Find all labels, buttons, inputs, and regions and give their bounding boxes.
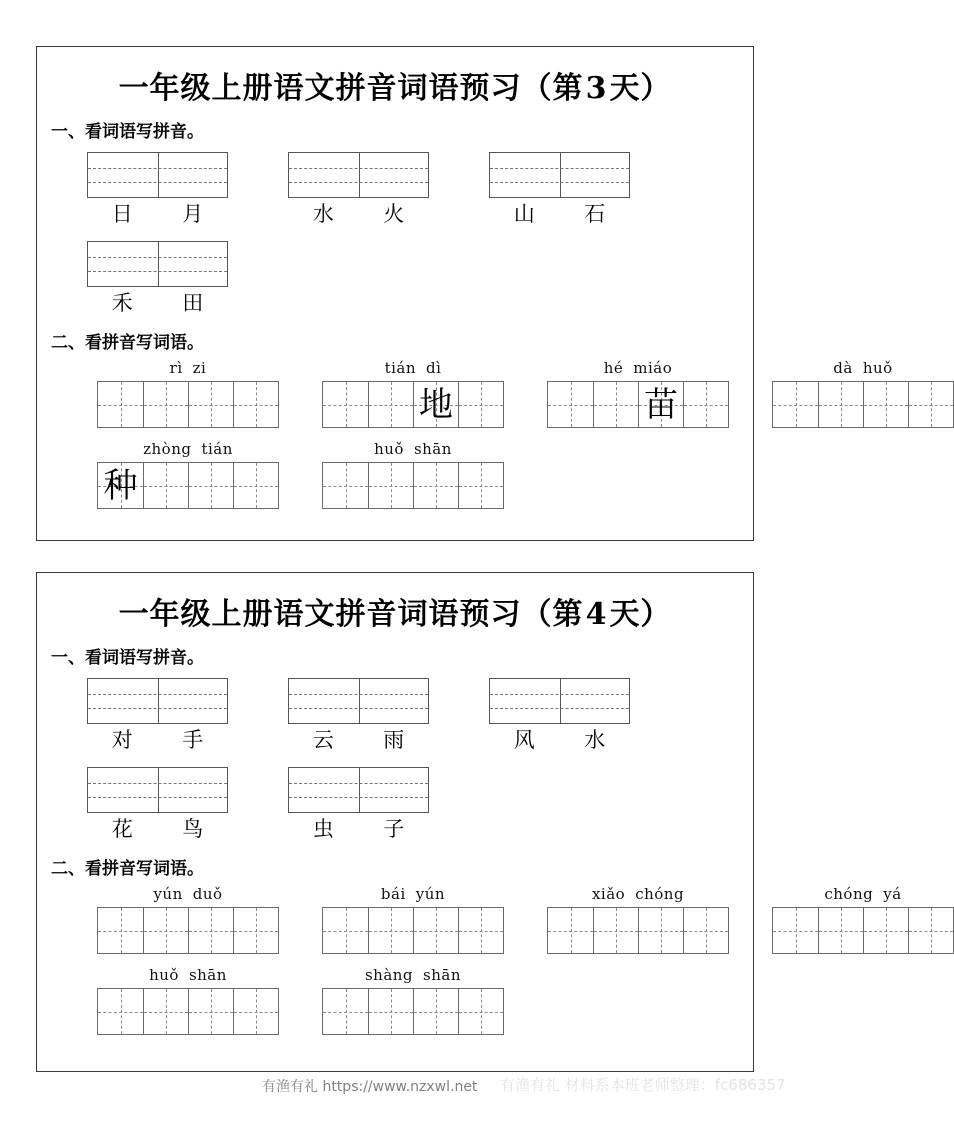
word-group: [87, 767, 228, 842]
word-group: [489, 678, 630, 753]
cell-hline: [459, 1012, 503, 1013]
word-characters: [87, 201, 228, 227]
word-char: 云: [312, 728, 334, 752]
pinyin-word-row: [97, 885, 902, 954]
grid-cell[interactable]: [818, 382, 863, 427]
title-suffix: 天）: [609, 597, 672, 632]
grid-cell[interactable]: [413, 463, 458, 508]
word-char: 火: [383, 202, 405, 226]
pinyin-word-group: [322, 440, 504, 509]
pinyin-syllable: shān: [188, 966, 227, 984]
pinyin-word-row: [97, 440, 753, 509]
pinyin-word-group: [97, 885, 279, 954]
grid-dash-line: [88, 182, 227, 183]
pinyin-syllable: duǒ: [192, 885, 223, 903]
grid-cell[interactable]: [233, 908, 278, 953]
cell-hline: [594, 405, 638, 406]
word-char: 日: [111, 202, 133, 226]
grid-cell[interactable]: [323, 382, 368, 427]
footer-source-text: 有渔有礼 https://www.nzxwl.net: [262, 1079, 478, 1095]
pinyin-syllable: tián: [384, 359, 417, 377]
pinyin-word-group: [547, 885, 729, 954]
cell-hline: [189, 486, 233, 487]
cell-hline: [414, 931, 458, 932]
grid-cell[interactable]: [683, 908, 728, 953]
word-group: [87, 152, 228, 227]
cell-hline: [323, 486, 368, 487]
grid-divider: [158, 153, 159, 197]
grid-dash-line: [88, 271, 227, 272]
word-row: [87, 767, 753, 842]
cell-hline: [684, 405, 728, 406]
grid-dash-line: [88, 257, 227, 258]
grid-dash-line: [289, 694, 428, 695]
grid-cell[interactable]: [818, 908, 863, 953]
title-day-number: 4: [585, 597, 608, 632]
word-characters: [87, 727, 228, 753]
grid-divider: [359, 768, 360, 812]
word-char: 水: [584, 728, 606, 752]
grid-cell[interactable]: [188, 908, 233, 953]
prefilled-character: 苗: [644, 384, 678, 425]
character-grid[interactable]: [97, 381, 279, 428]
cell-hline: [144, 405, 188, 406]
grid-divider: [158, 768, 159, 812]
prefilled-character: 种: [103, 465, 138, 506]
grid-dash-line: [88, 797, 227, 798]
grid-cell[interactable]: [863, 382, 908, 427]
grid-dash-line: [88, 694, 227, 695]
cell-hline: [819, 405, 863, 406]
character-grid[interactable]: [97, 462, 279, 509]
grid-cell[interactable]: [143, 989, 188, 1034]
cell-hline: [234, 486, 278, 487]
cell-hline: [144, 486, 188, 487]
pinyin-label: [599, 359, 678, 377]
character-grid[interactable]: [97, 988, 279, 1035]
grid-dash-line: [490, 182, 629, 183]
grid-dash-line: [289, 797, 428, 798]
grid-cell[interactable]: [143, 908, 188, 953]
pinyin-label: [148, 885, 227, 903]
pinyin-writing-grid[interactable]: [288, 678, 429, 724]
pinyin-syllable: rì: [169, 359, 183, 377]
word-char: 山: [513, 202, 535, 226]
worksheet-panel-day3: [36, 46, 893, 541]
word-characters: [288, 201, 429, 227]
grid-dash-line: [88, 168, 227, 169]
grid-cell[interactable]: [638, 908, 683, 953]
cell-hline: [459, 405, 503, 406]
word-group: [87, 678, 228, 753]
cell-hline: [234, 1012, 278, 1013]
pinyin-syllable: huǒ: [374, 440, 404, 458]
pinyin-label: [819, 885, 906, 903]
pinyin-word-row: [97, 359, 893, 428]
grid-cell[interactable]: [908, 382, 953, 427]
grid-divider: [158, 679, 159, 723]
page-title-day3: [37, 63, 753, 107]
pinyin-label: [138, 440, 238, 458]
page-footer: [0, 1074, 793, 1104]
grid-divider: [359, 153, 360, 197]
title-prefix: 一年级上册语文拼音词语预习（第: [118, 71, 584, 106]
pinyin-writing-grid[interactable]: [489, 152, 630, 198]
pinyin-writing-grid[interactable]: [87, 241, 228, 287]
pinyin-writing-grid[interactable]: [489, 678, 630, 724]
grid-cell[interactable]: [413, 908, 458, 953]
section-heading-1-day4: 一、看词语写拼音。: [51, 648, 204, 668]
word-char: 风: [513, 728, 535, 752]
cell-hline: [323, 1012, 368, 1013]
cell-hline: [773, 405, 818, 406]
pinyin-syllable: hé: [603, 359, 624, 377]
word-row: [87, 241, 753, 316]
pinyin-syllable: huǒ: [149, 966, 179, 984]
grid-cell[interactable]: [908, 908, 953, 953]
word-group: [288, 767, 429, 842]
cell-hline: [369, 405, 413, 406]
cell-hline: [189, 405, 233, 406]
grid-dash-line: [490, 708, 629, 709]
character-grid[interactable]: [547, 381, 729, 428]
grid-cell[interactable]: [863, 908, 908, 953]
word-characters: [288, 727, 429, 753]
pinyin-syllable: shàng: [364, 966, 414, 984]
footer-watermark: 有渔有礼 材料系本班老师整理：fc686357: [500, 1076, 786, 1094]
cell-hline: [144, 931, 188, 932]
cell-hline: [548, 405, 593, 406]
word-row: [87, 678, 753, 753]
grid-dash-line: [289, 783, 428, 784]
grid-cell[interactable]: [548, 382, 593, 427]
pinyin-word-group: [547, 359, 729, 428]
cell-hline: [144, 1012, 188, 1013]
grid-dash-line: [490, 168, 629, 169]
cell-hline: [864, 405, 908, 406]
grid-cell[interactable]: [188, 382, 233, 427]
section-heading-1-day3: 一、看词语写拼音。: [51, 122, 204, 142]
grid-cell[interactable]: [773, 382, 818, 427]
cell-hline: [98, 1012, 143, 1013]
cell-hline: [909, 931, 953, 932]
word-group: [288, 678, 429, 753]
pinyin-word-group: [772, 885, 954, 954]
grid-dash-line: [289, 168, 428, 169]
grid-cell[interactable]: [323, 908, 368, 953]
character-grid[interactable]: [322, 907, 504, 954]
grid-cell[interactable]: [413, 382, 458, 427]
grid-cell[interactable]: [98, 908, 143, 953]
pinyin-word-group: [322, 885, 504, 954]
character-grid[interactable]: [547, 907, 729, 954]
cell-hline: [323, 405, 368, 406]
title-prefix: 一年级上册语文拼音词语预习（第: [118, 597, 584, 632]
word-row: [87, 152, 753, 227]
pinyin-word-group: [772, 359, 954, 428]
pinyin-syllable: yún: [153, 885, 183, 903]
cell-hline: [639, 931, 683, 932]
word-characters: [489, 201, 630, 227]
cell-hline: [414, 486, 458, 487]
grid-cell[interactable]: [368, 908, 413, 953]
word-char: 水: [312, 202, 334, 226]
pinyin-label: [360, 966, 466, 984]
pinyin-syllable: huǒ: [862, 359, 893, 377]
pinyin-syllable: xiǎo: [591, 885, 626, 903]
cell-hline: [234, 931, 278, 932]
word-char: 鸟: [182, 817, 204, 841]
pinyin-syllable: bái: [380, 885, 406, 903]
grid-cell[interactable]: [368, 463, 413, 508]
pinyin-label: [369, 440, 457, 458]
cell-hline: [594, 931, 638, 932]
grid-cell[interactable]: [323, 463, 368, 508]
word-char: 花: [111, 817, 133, 841]
grid-cell[interactable]: [233, 463, 278, 508]
grid-cell[interactable]: [98, 989, 143, 1034]
grid-cell[interactable]: [368, 989, 413, 1034]
grid-divider: [560, 153, 561, 197]
character-grid[interactable]: [97, 907, 279, 954]
word-char: 雨: [383, 728, 405, 752]
pinyin-word-group: [97, 440, 279, 509]
cell-hline: [369, 931, 413, 932]
grid-cell[interactable]: [593, 908, 638, 953]
pinyin-syllable: chóng: [635, 885, 685, 903]
word-char: 田: [182, 291, 204, 315]
grid-divider: [359, 679, 360, 723]
cell-hline: [684, 931, 728, 932]
pinyin-syllable: miáo: [633, 359, 673, 377]
pinyin-writing-grid[interactable]: [288, 767, 429, 813]
title-suffix: 天）: [609, 71, 672, 106]
pinyin-label: [144, 966, 232, 984]
word-char: 虫: [312, 817, 334, 841]
grid-cell[interactable]: [593, 382, 638, 427]
cell-hline: [548, 931, 593, 932]
section-heading-2-day3: 二、看拼音写词语。: [51, 333, 204, 353]
grid-cell[interactable]: [458, 463, 503, 508]
cell-hline: [819, 931, 863, 932]
word-group: [288, 152, 429, 227]
cell-hline: [98, 405, 143, 406]
grid-cell[interactable]: [143, 463, 188, 508]
grid-cell[interactable]: [143, 382, 188, 427]
pinyin-syllable: zhòng: [143, 440, 192, 458]
pinyin-word-group: [322, 966, 504, 1035]
cell-hline: [369, 1012, 413, 1013]
grid-cell[interactable]: [98, 463, 143, 508]
grid-cell[interactable]: [188, 463, 233, 508]
pinyin-syllable: dà: [833, 359, 853, 377]
grid-cell[interactable]: [413, 989, 458, 1034]
pinyin-writing-grid[interactable]: [87, 678, 228, 724]
pinyin-label: [376, 885, 450, 903]
character-grid[interactable]: [772, 907, 954, 954]
cell-hline: [323, 931, 368, 932]
grid-cell[interactable]: [98, 382, 143, 427]
character-grid[interactable]: [322, 462, 504, 509]
pinyin-syllable: dì: [426, 359, 442, 377]
cell-hline: [864, 931, 908, 932]
cell-hline: [189, 931, 233, 932]
pinyin-word-group: [97, 966, 279, 1035]
pinyin-writing-grid[interactable]: [87, 152, 228, 198]
grid-divider: [560, 679, 561, 723]
word-char: 子: [383, 817, 405, 841]
cell-hline: [459, 486, 503, 487]
pinyin-label: [165, 359, 212, 377]
grid-cell[interactable]: [233, 382, 278, 427]
word-characters: [87, 290, 228, 316]
section-heading-2-day4: 二、看拼音写词语。: [51, 859, 204, 879]
pinyin-label: [587, 885, 689, 903]
prefilled-character: 地: [419, 384, 453, 425]
grid-divider: [158, 242, 159, 286]
pinyin-writing-grid[interactable]: [288, 152, 429, 198]
word-characters: [87, 816, 228, 842]
pinyin-label: [828, 359, 897, 377]
pinyin-word-row: [97, 966, 753, 1035]
word-group: [489, 152, 630, 227]
character-grid[interactable]: [322, 988, 504, 1035]
page-title-day4: [37, 589, 753, 633]
character-grid[interactable]: [772, 381, 954, 428]
grid-cell[interactable]: [323, 989, 368, 1034]
grid-cell[interactable]: [548, 908, 593, 953]
worksheet-panel-day4: [36, 572, 902, 1072]
grid-cell[interactable]: [773, 908, 818, 953]
word-characters: [288, 816, 429, 842]
pinyin-word-group: [97, 359, 279, 428]
cell-hline: [234, 405, 278, 406]
grid-cell[interactable]: [458, 989, 503, 1034]
word-char: 对: [111, 728, 133, 752]
word-char: 月: [182, 202, 204, 226]
word-char: 手: [182, 728, 204, 752]
pinyin-writing-grid[interactable]: [87, 767, 228, 813]
grid-cell[interactable]: [638, 382, 683, 427]
cell-hline: [459, 931, 503, 932]
grid-dash-line: [88, 708, 227, 709]
cell-hline: [98, 931, 143, 932]
grid-cell[interactable]: [683, 382, 728, 427]
cell-hline: [369, 486, 413, 487]
title-day-number: 3: [585, 71, 608, 106]
cell-hline: [909, 405, 953, 406]
character-grid[interactable]: [322, 381, 504, 428]
word-characters: [489, 727, 630, 753]
grid-cell[interactable]: [188, 989, 233, 1034]
pinyin-syllable: shān: [413, 440, 452, 458]
grid-cell[interactable]: [458, 908, 503, 953]
grid-cell[interactable]: [233, 989, 278, 1034]
pinyin-syllable: tián: [201, 440, 233, 458]
word-char: 禾: [111, 291, 133, 315]
grid-dash-line: [490, 694, 629, 695]
word-char: 石: [584, 202, 606, 226]
grid-dash-line: [289, 708, 428, 709]
pinyin-syllable: yún: [415, 885, 446, 903]
pinyin-syllable: shān: [423, 966, 462, 984]
cell-hline: [773, 931, 818, 932]
pinyin-word-group: [322, 359, 504, 428]
grid-dash-line: [289, 182, 428, 183]
grid-dash-line: [88, 783, 227, 784]
word-group: [87, 241, 228, 316]
cell-hline: [189, 1012, 233, 1013]
pinyin-label: [380, 359, 447, 377]
grid-cell[interactable]: [368, 382, 413, 427]
pinyin-syllable: chóng: [824, 885, 874, 903]
pinyin-syllable: yá: [883, 885, 902, 903]
grid-cell[interactable]: [458, 382, 503, 427]
cell-hline: [414, 1012, 458, 1013]
pinyin-syllable: zi: [192, 359, 207, 377]
